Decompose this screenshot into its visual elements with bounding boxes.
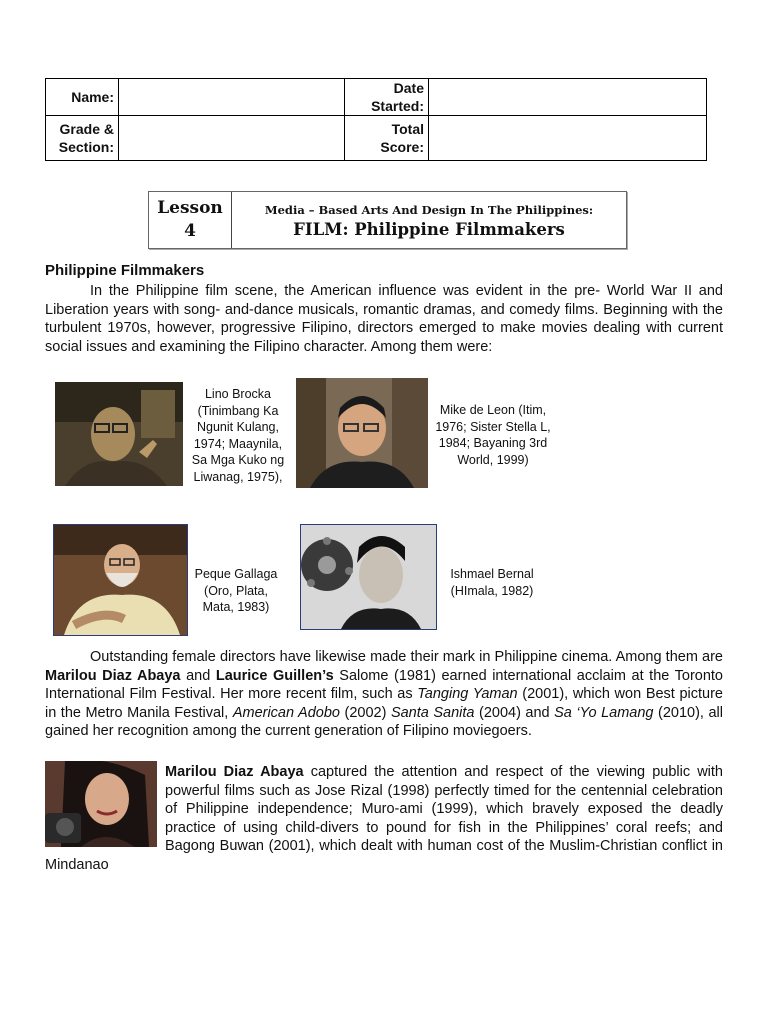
peque-gallaga-caption: Peque Gallaga (Oro, Plata, Mata, 1983) xyxy=(194,567,278,614)
name-label: Name: xyxy=(46,79,119,116)
intro-paragraph: In the Philippine film scene, the American influence was evident in the pre- World War II and Liberation years with song- and-dance musicals, romantic dramas, and comedy films. Beginning with the turbulent 1970s, however, progressive Filipino, directors emerged to make movies dealing with current social issues and examining the Filipino character. Among them were: xyxy=(45,283,723,355)
section-heading: Philippine Filmmakers xyxy=(45,262,205,279)
lesson-title: FILM: Philippine Filmmakers xyxy=(293,220,565,239)
student-info-table xyxy=(45,78,707,161)
grade-section-field[interactable] xyxy=(119,116,345,161)
laurice-name: Laurice Guillen’s xyxy=(215,667,334,684)
total-score-field[interactable] xyxy=(429,116,707,161)
date-started-label: Date Started: xyxy=(345,79,429,116)
lesson-number-box xyxy=(149,192,232,248)
lesson-subtitle: Media – Based Arts And Design In The Philippines: xyxy=(264,203,594,217)
marilou-diaz-abaya-photo xyxy=(45,761,157,847)
lesson-number: 4 xyxy=(184,221,196,241)
peque-gallaga-photo xyxy=(53,524,188,636)
mike-de-leon-caption: Mike de Leon (Itim, 1976; Sister Stella L, 1984; Bayaning 3rd World, 1999) xyxy=(435,403,551,467)
ishmael-bernal-caption: Ishmael Bernal (HImala, 1982) xyxy=(450,567,534,598)
lino-brocka-photo xyxy=(55,382,183,486)
lesson-banner xyxy=(148,191,627,249)
ishmael-bernal-photo xyxy=(300,524,437,630)
lino-brocka-caption: Lino Brocka (Tinimbang Ka Ngunit Kulang, 1974; Maaynila, Sa Mga Kuko ng Liwanag, 1975), xyxy=(191,387,285,484)
film-title: Tanging Yaman xyxy=(417,686,518,703)
lesson-word: Lesson xyxy=(157,198,223,218)
marilou-name: Marilou Diaz Abaya xyxy=(45,667,181,684)
name-field[interactable] xyxy=(119,79,345,116)
film-title: American Adobo xyxy=(232,704,340,721)
abaya-name: Marilou Diaz Abaya xyxy=(165,764,304,780)
date-started-field[interactable] xyxy=(429,79,707,116)
female-directors-paragraph: Outstanding female directors have likewise made their mark in Philippine cinema. Among them are Marilou Diaz Abaya and Laurice Guillen’s Salome (1981) earned international acclaim at the Toronto International Film Festival. Her more recent film, such as Tanging Yaman (2001), which won Best picture in the Metro Manila Festival, American Adobo (2002) Santa Sanita (2004) and Sa ‘Yo Lamang (2010), all gained her recognition among the current generation of Filipino moviegoers. xyxy=(45,649,724,740)
film-title: Sa ‘Yo Lamang xyxy=(554,704,654,721)
total-score-label: Total Score: xyxy=(345,116,429,161)
mike-de-leon-photo xyxy=(296,378,428,488)
film-title: Santa Sanita xyxy=(390,704,475,721)
abaya-paragraph: Marilou Diaz Abaya captured the attention and respect of the viewing public with powerful films such as Jose Rizal (1998) perfectly timed for the centennial celebration of Philippine independence; Muro-ami (1999), which bravely exposed the deadly practice of using child-divers to pound for fish in the Philippines’ coral reefs; and Bagong Buwan (2001), which dealt with human cost of the Muslim-Christian conflict in Mindanao xyxy=(45,763,723,875)
grade-section-label: Grade & Section: xyxy=(46,116,119,161)
